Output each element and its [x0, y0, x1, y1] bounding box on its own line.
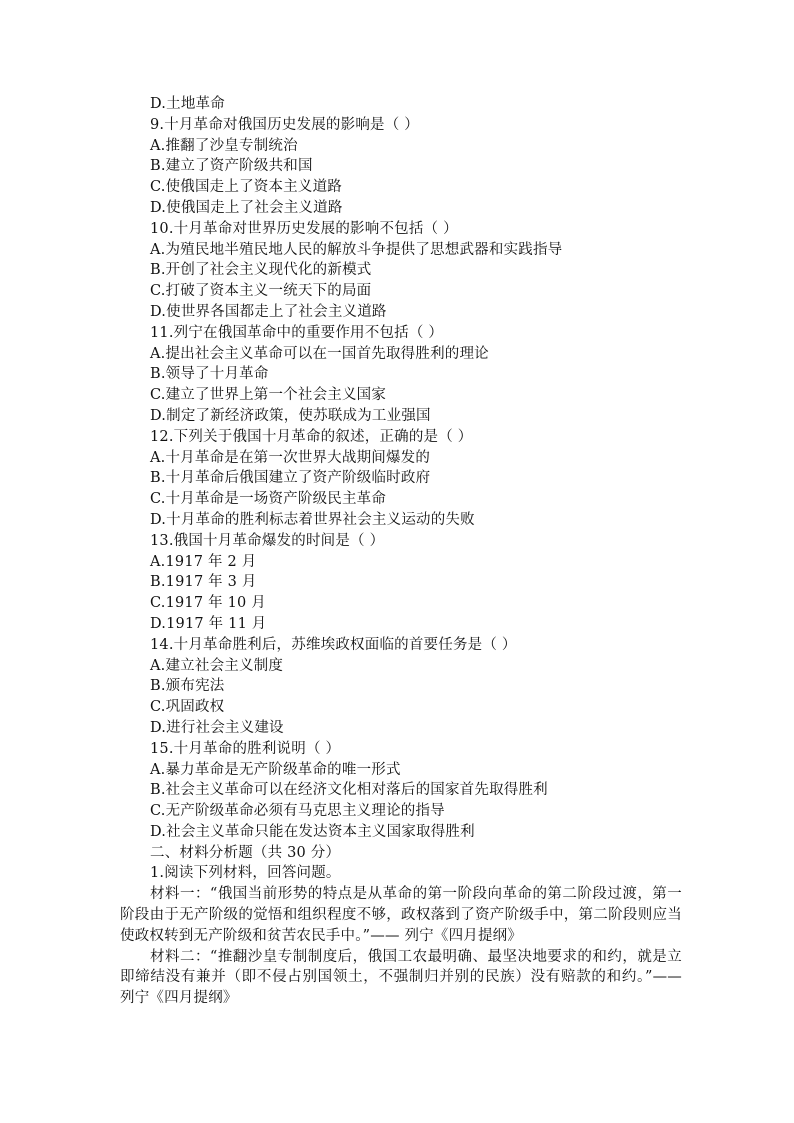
text-line: C.十月革命是一场资产阶级民主革命	[150, 491, 387, 508]
text-line: D.社会主义革命只能在发达资本主义国家取得胜利	[150, 823, 475, 840]
text-line: D.十月革命的胜利标志着世界社会主义运动的失败	[150, 511, 475, 528]
text-line: 14.十月革命胜利后，苏维埃政权面临的首要任务是（ ）	[150, 636, 517, 653]
text-line: D.使世界各国都走上了社会主义道路	[150, 303, 387, 320]
text-line: 二、材料分析题（共 30 分）	[150, 844, 341, 861]
text-line: C.使俄国走上了资本主义道路	[150, 179, 342, 196]
text-line: A.提出社会主义革命可以在一国首先取得胜利的理论	[150, 345, 489, 362]
text-line: 1.阅读下列材料，回答问题。	[150, 865, 341, 882]
text-line: B.建立了资产阶级共和国	[150, 158, 313, 175]
text-line: D.土地革命	[150, 96, 225, 112]
text-line: A.十月革命是在第一次世界大战期间爆发的	[150, 449, 431, 466]
text-line: D.进行社会主义建设	[150, 719, 284, 736]
text-line: A.推翻了沙皇专制统治	[150, 137, 298, 154]
text-line: 13.俄国十月革命爆发的时间是（ ）	[150, 532, 385, 549]
text-line: A.暴力革命是无产阶级革命的唯一形式	[150, 761, 401, 778]
text-line: C.建立了世界上第一个社会主义国家	[150, 387, 387, 404]
text-line: C.打破了资本主义一统天下的局面	[150, 283, 372, 300]
text-line: 11.列宁在俄国革命中的重要作用不包括（ ）	[150, 324, 444, 341]
text-line: D.使俄国走上了社会主义道路	[150, 199, 343, 216]
text-line: 10.十月革命对世界历史发展的影响不包括（ ）	[150, 220, 458, 237]
text-line: B.领导了十月革命	[150, 366, 269, 383]
text-line: 12.下列关于俄国十月革命的叙述，正确的是（ ）	[150, 428, 473, 445]
text-line: B.开创了社会主义现代化的新模式	[150, 262, 372, 279]
text-line: 9.十月革命对俄国历史发展的影响是（ ）	[150, 116, 419, 133]
document-body	[120, 94, 682, 1009]
question-lines	[120, 94, 682, 884]
text-line: A.1917 年 2 月	[150, 553, 257, 570]
text-line: B.颁布宪法	[150, 678, 225, 695]
text-line: A.建立社会主义制度	[150, 657, 284, 674]
text-line: C.1917 年 10 月	[150, 595, 266, 612]
text-line: D.制定了新经济政策，使苏联成为工业强国	[150, 407, 431, 424]
text-line: 15.十月革命的胜利说明（ ）	[150, 740, 341, 757]
material-one-paragraph: 材料一：“俄国当前形势的特点是从革命的第一阶段向革命的第二阶段过渡，第一阶段由于无产阶级的觉悟和组织程度不够，政权落到了资产阶级手中，第二阶段则应当使政权转到无产阶级和贫苦农民手中。”—— 列宁《四月提纲》	[120, 886, 682, 944]
text-line: B.1917 年 3 月	[150, 574, 257, 591]
text-line: A.为殖民地半殖民地人民的解放斗争提供了思想武器和实践指导	[150, 241, 563, 258]
text-line: C.无产阶级革命必须有马克思主义理论的指导	[150, 803, 445, 820]
text-line: B.十月革命后俄国建立了资产阶级临时政府	[150, 470, 431, 487]
text-line: D.1917 年 11 月	[150, 615, 267, 632]
material-two-paragraph: 材料二：“推翻沙皇专制制度后，俄国工农最明确、最坚决地要求的和约，就是立即缔结没有兼并（即不侵占别国领土，不强制归并别的民族）没有赔款的和约。”—— 列宁《四月提纲》	[120, 948, 682, 1007]
text-line: C.巩固政权	[150, 699, 225, 716]
text-line: B.社会主义革命可以在经济文化相对落后的国家首先取得胜利	[150, 782, 548, 799]
